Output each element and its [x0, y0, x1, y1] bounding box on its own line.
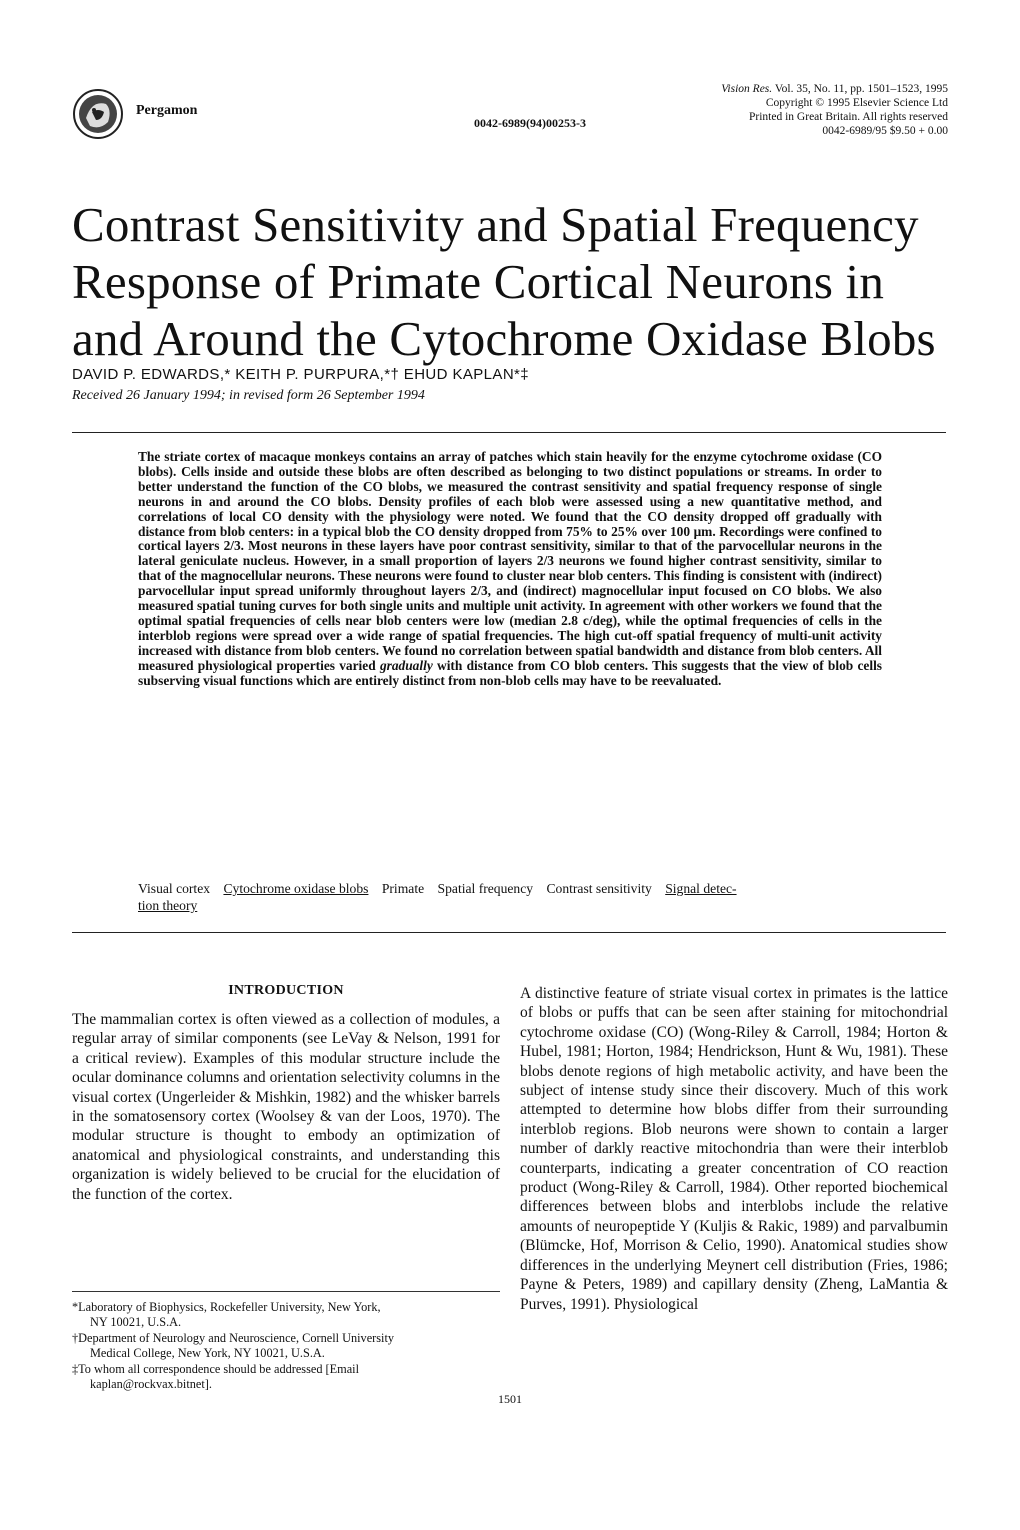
keyword: tion theory: [138, 898, 198, 913]
footnote-line: ‡To whom all correspondence should be addressed [Email: [72, 1362, 360, 1376]
footnote: [72, 1362, 500, 1392]
divider: [72, 432, 946, 433]
keyword: Contrast sensitivity: [546, 881, 652, 896]
page-number: 1501: [498, 1392, 522, 1406]
journal-meta: [628, 82, 948, 138]
footnote-line: kaplan@rockvax.bitnet].: [90, 1377, 212, 1391]
footnote-divider: [72, 1291, 500, 1292]
footnote-line: Medical College, New York, NY 10021, U.S.A.: [90, 1346, 325, 1360]
publisher-logo-icon: [72, 88, 124, 140]
title-line: Contrast Sensitivity and Spatial Frequency: [72, 197, 919, 252]
paper-title: [72, 196, 952, 367]
intro-right-column: A distinctive feature of striate visual cortex in primates is the lattice of blobs or puffs that can be seen after staining for mitochondrial cytochrome oxidase (CO) (Wong-Riley & Carroll, 1984; Horton & Hubel, 1981; Horton, 1984; Hendrickson, Hunt & Wu, 1981). These blobs denote regions of high metabolic activity, and have been the subject of intense study since their discovery. Much of this work attempted to determine how blobs differ from their surrounding interblob regions. Blob neurons were shown to contain a larger number of darkly reactive mitochondria than were their interblob counterparts, indicating a greater concentration of CO reaction product (Wong-Riley & Carroll, 1984). Other reported biochemical differences between blobs and interblobs include the relative amounts of neuropeptide Y (Kuljis & Rakic, 1989) and parvalbumin (Blümcke, Hof, Morrison & Celio, 1990). Anatomical studies show differences in the underlying Meynert cell distribution (Fries, 1986; Payne & Peters, 1989) and capillary density (Zheng, LaMantia & Purves, 1991). Physiological: [520, 985, 948, 1313]
printed-note: Printed in Great Britain. All rights reserved: [749, 111, 948, 123]
abstract-text: The striate cortex of macaque monkeys contains an array of patches which stain heavily for the enzyme cytochrome oxidase (CO blobs). Cells inside and outside these blobs are often described as belonging to two distinct populations or streams. In order to better understand the function of the CO blobs, we measured the contrast sensitivity and spatial frequency response of single neurons in and around the CO blobs. Density profiles of each blob were assessed using a new quantitative method, and correlations of local CO density with the physiology were noted. We found that the CO density dropped off gradually with distance from blob centers: in a typical blob the CO density dropped from 75% to 25% over 100 μm. Recordings were confined to cortical layers 2/3. Most neurons in these layers have poor contrast sensitivity, similar to that of the parvocellular neurons in the lateral geniculate nucleus. However, in a small proportion of layers 2/3 neurons we found higher contrast sensitivity, similar to that of the magnocellular neurons. These neurons were found to cluster near blob centers. This finding is consistent with (indirect) parvocellular input spread uniformly throughout layers 2/3, and (indirect) magnocellular input focused on CO blobs. We also measured spatial tuning curves for both single units and multiple unit activity. In agreement with other workers we found that the optimal spatial frequencies of cells near blob centers were low (median 2.8 c/deg), while the optimal frequencies of cells in the interblob regions were spread over a wide range of spatial frequencies. The high cut-off spatial frequency of multi-unit activity increased with distance from blob centers. We found no correlation between spatial bandwidth and distance from blob centers. All measured physiological properties varied: [138, 449, 882, 673]
keyword: Visual cortex: [138, 881, 211, 896]
abstract: [138, 450, 882, 689]
copyright: Copyright © 1995 Elsevier Science Ltd: [765, 97, 948, 109]
doi: 0042-6989(94)00253-3: [474, 116, 586, 130]
footnote-line: NY 10021, U.S.A.: [90, 1315, 182, 1329]
citation: Vol. 35, No. 11, pp. 1501–1523, 1995: [772, 83, 948, 95]
price-code: 0042-6989/95 $9.50 + 0.00: [822, 125, 948, 137]
title-line: Response of Primate Cortical Neurons in: [72, 254, 885, 309]
abstract-text-end: with distance from CO blob centers. This suggests that the view of blob cells subserving visual functions which are entirely distinct from non-blob cells may have to be reevaluated.: [138, 657, 883, 688]
journal-name: Vision Res.: [721, 83, 773, 95]
footnotes: [72, 1300, 500, 1393]
abstract-emphasis: gradually: [379, 657, 433, 673]
publisher-name: Pergamon: [136, 103, 198, 118]
footnote: [72, 1300, 500, 1330]
intro-left-column: The mammalian cortex is often viewed as a collection of modules, a regular array of similar components (see LeVay & Nelson, 1991 for a critical review). Examples of this modular structure include the ocular dominance columns and orientation selectivity columns in the visual cortex (Ungerleider & Mishkin, 1982) and the whisker barrels in the somatosensory cortex (Woolsey & van der Loos, 1970). The modular structure is thought to embody an optimization of anatomical and physiological constraints, and understanding this organization is widely believed to be crucial for the elucidation of the function of the cortex.: [72, 1011, 500, 1203]
keyword: Signal detec-: [665, 881, 737, 896]
keyword: Primate: [381, 881, 425, 896]
footnote-line: *Laboratory of Biophysics, Rockefeller University, New York,: [72, 1300, 381, 1314]
divider: [72, 932, 946, 933]
authors: DAVID P. EDWARDS,* KEITH P. PURPURA,*† EHUD KAPLAN*‡: [72, 366, 530, 383]
footnote-line: †Department of Neurology and Neuroscience, Cornell University: [72, 1331, 395, 1345]
keyword: Spatial frequency: [437, 881, 534, 896]
footnote: [72, 1331, 500, 1361]
title-line: and Around the Cytochrome Oxidase Blobs: [72, 311, 936, 366]
received-dates: Received 26 January 1994; in revised form 26 September 1994: [72, 388, 425, 403]
keyword: Cytochrome oxidase blobs: [223, 881, 369, 896]
section-heading: INTRODUCTION: [228, 983, 344, 998]
keywords: [138, 880, 928, 914]
